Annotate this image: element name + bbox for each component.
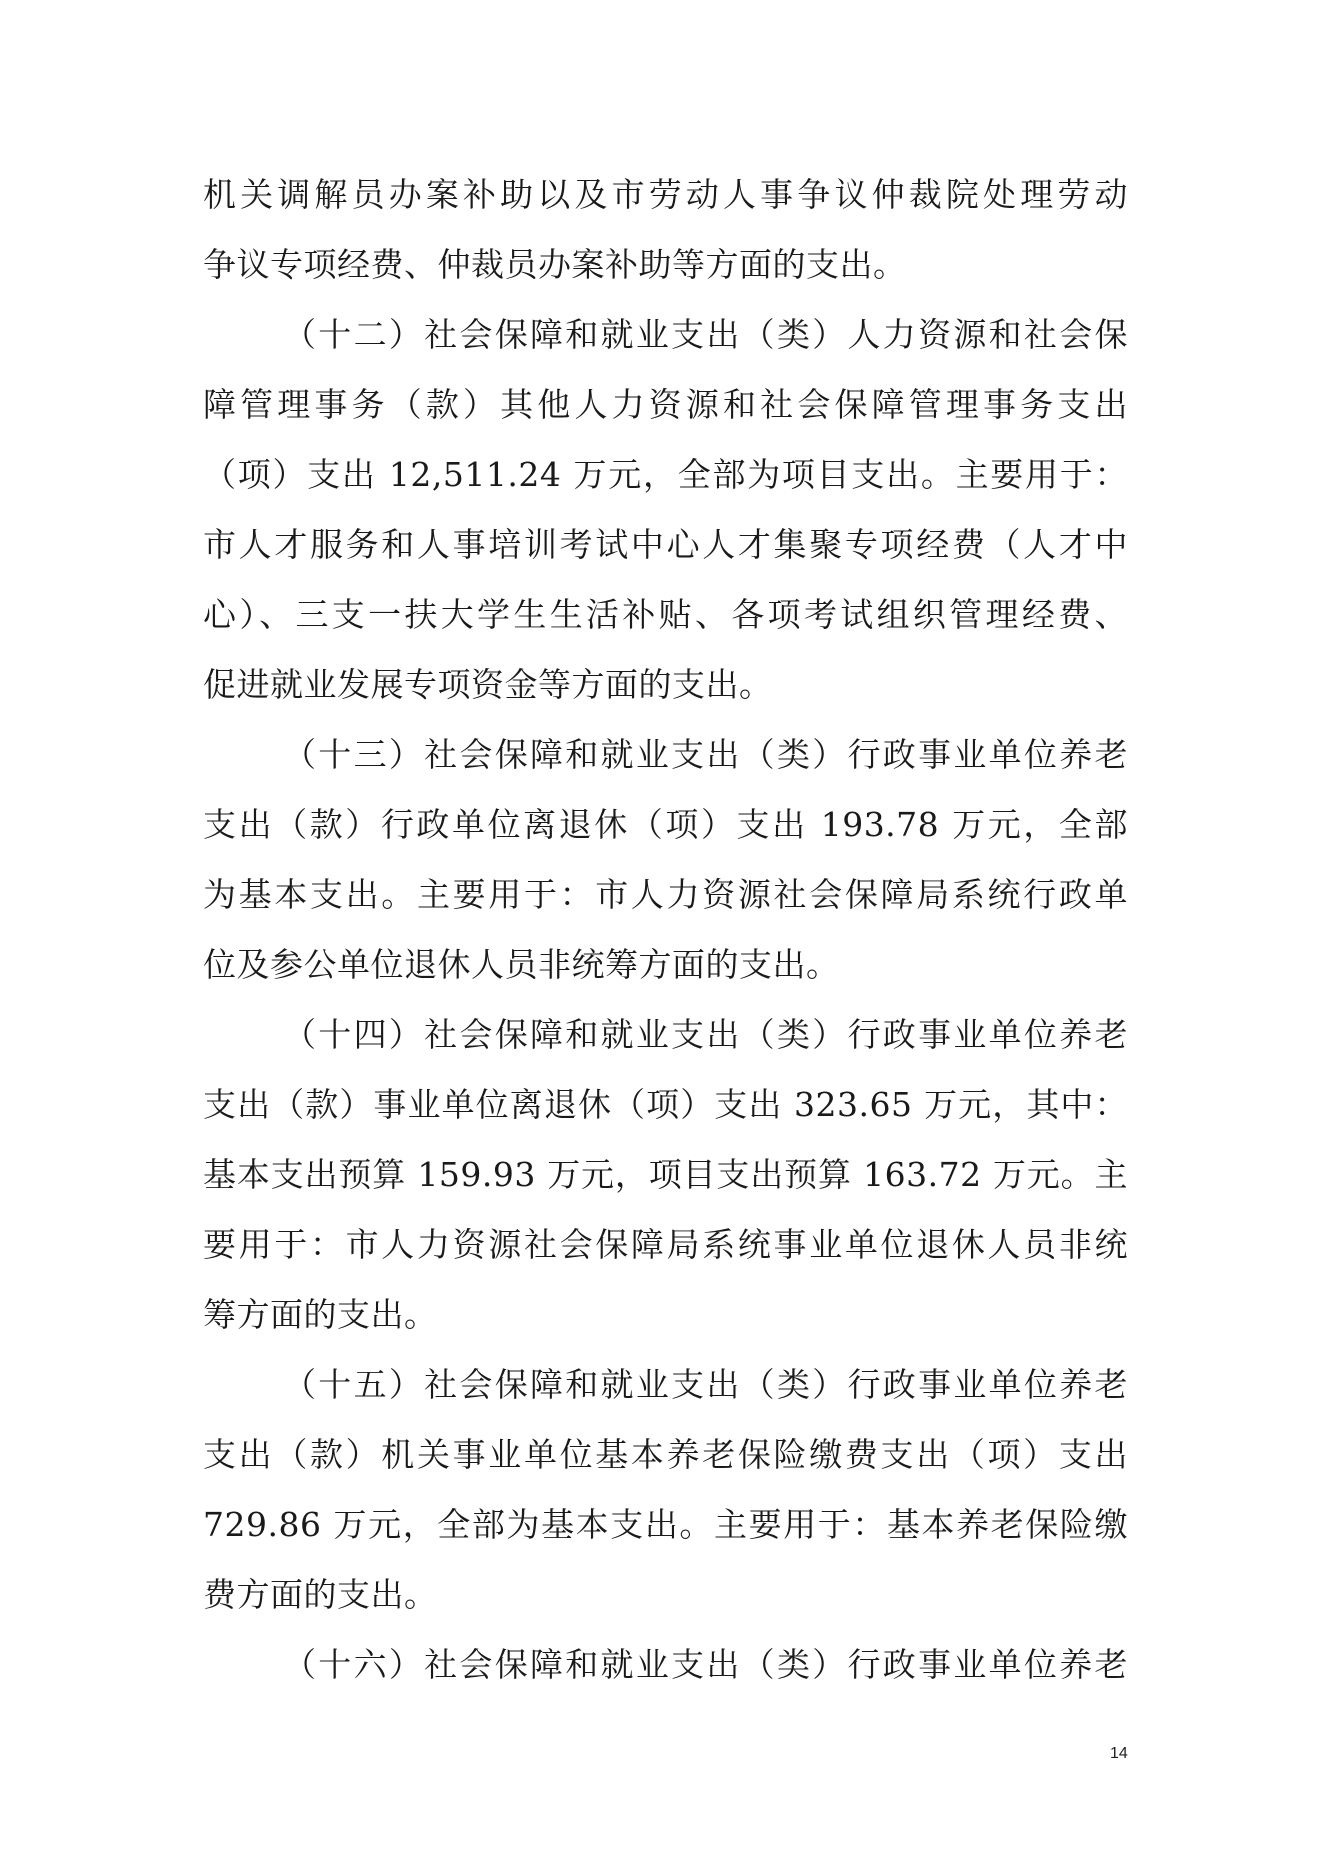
text-line: 筹方面的支出。 xyxy=(203,1295,438,1334)
text-line: （十三）社会保障和就业支出（类）行政事业单位养老 xyxy=(283,735,1128,774)
text-line: （十四）社会保障和就业支出（类）行政事业单位养老 xyxy=(283,1015,1128,1054)
page-number: 14 xyxy=(1110,1745,1128,1762)
text-line: 市人才服务和人事培训考试中心人才集聚专项经费（人才中 xyxy=(203,525,1128,564)
text-line: 支出（款）事业单位离退休（项）支出 323.65 万元，其中： xyxy=(203,1085,1128,1124)
text-line: （十二）社会保障和就业支出（类）人力资源和社会保 xyxy=(283,315,1128,354)
text-line: （项）支出 12,511.24 万元，全部为项目支出。主要用于： xyxy=(203,455,1128,494)
text-line: 支出（款）行政单位离退休（项）支出 193.78 万元，全部 xyxy=(203,805,1128,844)
text-line: 促进就业发展专项资金等方面的支出。 xyxy=(203,665,773,704)
text-line: 障管理事务（款）其他人力资源和社会保障管理事务支出 xyxy=(203,385,1128,424)
text-line: 位及参公单位退休人员非统筹方面的支出。 xyxy=(203,945,840,984)
text-line: （十五）社会保障和就业支出（类）行政事业单位养老 xyxy=(283,1365,1128,1404)
text-line: 支出（款）机关事业单位基本养老保险缴费支出（项）支出 xyxy=(203,1435,1128,1474)
text-line: 心）、三支一扶大学生生活补贴、各项考试组织管理经费、 xyxy=(203,595,1128,634)
text-line: （十六）社会保障和就业支出（类）行政事业单位养老 xyxy=(283,1645,1128,1684)
text-line: 费方面的支出。 xyxy=(203,1575,438,1614)
text-line: 机关调解员办案补助以及市劳动人事争议仲裁院处理劳动 xyxy=(203,175,1128,214)
text-line: 为基本支出。主要用于：市人力资源社会保障局系统行政单 xyxy=(203,875,1128,914)
text-line: 要用于：市人力资源社会保障局系统事业单位退休人员非统 xyxy=(203,1225,1128,1264)
body-text xyxy=(203,160,1128,1700)
text-line: 基本支出预算 159.93 万元，项目支出预算 163.72 万元。主 xyxy=(203,1155,1128,1194)
text-line: 729.86 万元，全部为基本支出。主要用于：基本养老保险缴 xyxy=(203,1505,1128,1544)
text-line: 争议专项经费、仲裁员办案补助等方面的支出。 xyxy=(203,245,907,284)
